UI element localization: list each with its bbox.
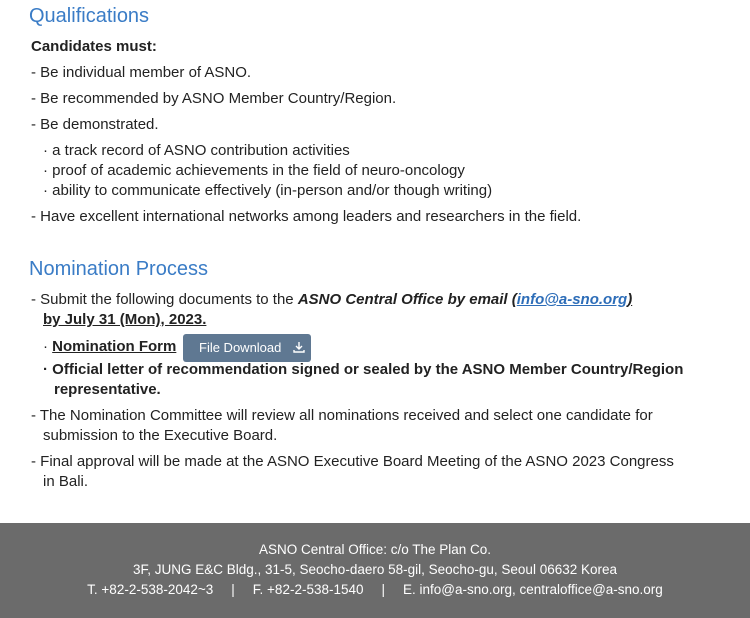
qualification-item: - Have excellent international networks among leaders and researchers in the field. — [31, 208, 582, 225]
final-line: - Final approval will be made at the ASNO Executive Board Meeting of the ASNO 2023 Congress — [31, 453, 674, 470]
committee-line: - The Nomination Committee will review all nominations received and select one candidate for — [31, 407, 653, 424]
qualification-subitem: · ability to communicate effectively (in-person and/or though writing) — [43, 182, 493, 199]
qualification-subitem: · a track record of ASNO contribution activities — [43, 142, 350, 159]
submit-bold: ASNO Central Office by email ( — [297, 291, 517, 308]
submit-prefix: - Submit the following documents to the — [31, 291, 298, 308]
footer-email: E. info@a-sno.org, centraloffice@a-sno.org — [403, 582, 663, 597]
footer — [0, 523, 750, 618]
qualification-item: - Be demonstrated. — [31, 116, 159, 133]
footer-address: 3F, JUNG E&C Bldg., 31-5, Seocho-daero 58-gil, Seocho-gu, Seoul 06632 Korea — [132, 562, 618, 577]
file-download-button[interactable] — [183, 334, 311, 362]
footer-separator: | — [231, 582, 235, 597]
footer-tel: T. +82-2-538-2042~3 — [87, 582, 214, 597]
email-link[interactable]: info@a-sno.org — [516, 291, 628, 308]
candidates-intro: Candidates must: — [31, 38, 157, 55]
nomination-heading: Nomination Process — [29, 258, 208, 280]
submit-close: ) — [627, 291, 633, 308]
committee-line-cont: submission to the Executive Board. — [43, 427, 278, 444]
footer-contacts — [0, 580, 750, 600]
qualification-item: - Be individual member of ASNO. — [31, 64, 252, 81]
form-bullet: · — [43, 338, 53, 355]
footer-separator: | — [381, 582, 386, 597]
download-icon — [293, 335, 305, 363]
nomination-form-row — [43, 337, 176, 357]
nomination-form-label: Nomination Form — [52, 338, 177, 355]
footer-fax: F. +82-2-538-1540 — [252, 582, 364, 597]
letter-line: · Official letter of recommendation signed or sealed by the ASNO Member Country/Region — [43, 361, 684, 378]
file-download-label: File Download — [199, 340, 282, 355]
submit-instruction — [31, 290, 632, 310]
deadline: by July 31 (Mon), 2023. — [43, 311, 207, 328]
letter-line-cont: representative. — [54, 381, 161, 398]
qualification-subitem: · proof of academic achievements in the field of neuro-oncology — [43, 162, 465, 179]
qualification-item: - Be recommended by ASNO Member Country/Region. — [31, 90, 397, 107]
footer-office: ASNO Central Office: c/o The Plan Co. — [258, 542, 492, 557]
qualifications-heading: Qualifications — [29, 5, 150, 27]
final-line-cont: in Bali. — [43, 473, 89, 490]
